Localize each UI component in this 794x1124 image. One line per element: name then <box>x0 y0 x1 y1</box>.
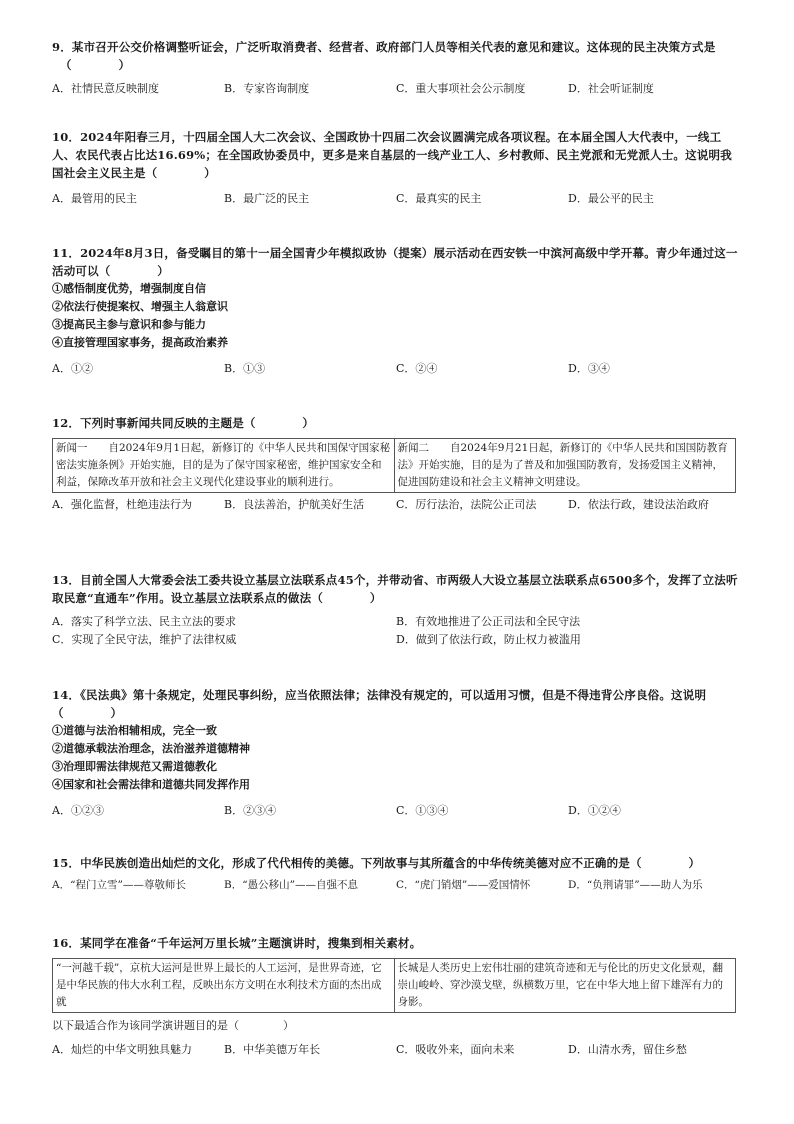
option-a[interactable]: A．落实了科学立法、民主立法的要求 <box>52 615 236 628</box>
question-13-stem: 13．目前全国人大常委会法工委共设立基层立法联系点45个，并带动省、市两级人大设立基层立法联系点6500多个，发挥了立法听取民意“直通车”作用。设立基层立法联系点的做法（ ） <box>52 573 738 605</box>
option-a[interactable]: A．①②③ <box>52 804 104 817</box>
question-11-statements <box>52 280 742 352</box>
option-d[interactable]: D．最公平的民主 <box>568 192 654 205</box>
option-a[interactable]: A．灿烂的中华文明独具魅力 <box>52 1043 192 1056</box>
option-b[interactable]: B．“愚公移山”——自强不息 <box>224 879 358 891</box>
option-b[interactable]: B．中华美德万年长 <box>224 1043 321 1056</box>
question-14-options <box>52 802 742 820</box>
statement-3: ③治理即需法律规范又需道德教化 <box>52 760 217 773</box>
option-c[interactable]: C．“虎门销烟”——爱国情怀 <box>396 879 531 891</box>
question-16-question: 以下最适合作为该同学演讲题目的是（ ） <box>52 1019 294 1032</box>
news-table <box>52 438 736 493</box>
question-12-stem: 12．下列时事新闻共同反映的主题是（ ） <box>52 416 315 430</box>
statement-4: ④直接管理国家事务，提高政治素养 <box>52 336 228 349</box>
news-1-cell: 新闻一 自2024年9月1日起，新修订的《中华人民共和国保守国家秘密法实施条例》开始实施，目的是为了保守国家秘密，维护国家安全和利益，保障改革开放和社会主义现代化建设事业的顺利进行。 <box>53 439 395 493</box>
question-11-stem: 11．2024年8月3日，备受瞩目的第十一届全国青少年模拟政协（提案）展示活动在西安铁一中滨河高级中学开幕。青少年通过这一活动可以（ ） <box>52 246 738 278</box>
question-10 <box>52 128 742 208</box>
material-table <box>52 958 736 1013</box>
option-d[interactable]: D．山清水秀，留住乡愁 <box>568 1043 687 1056</box>
option-d[interactable]: D．“负荆请罪”——助人为乐 <box>568 879 703 891</box>
question-16-options <box>52 1041 742 1059</box>
question-13-options <box>52 613 742 649</box>
option-d[interactable]: D．依法行政，建设法治政府 <box>568 498 709 511</box>
news-2-cell: 新闻二 自2024年9月21日起，新修订的《中华人民共和国国防教育法》开始实施，目的是为了普及和加强国防教育，发扬爱国主义精神，促进国防建设和社会主义精神文明建设。 <box>394 439 736 493</box>
option-a[interactable]: A．社情民意反映制度 <box>52 82 159 95</box>
option-d[interactable]: D．社会听证制度 <box>568 82 654 95</box>
option-a[interactable]: A．最管用的民主 <box>52 192 137 205</box>
option-b[interactable]: B．良法善治，护航美好生活 <box>224 498 365 511</box>
question-14 <box>52 686 742 820</box>
option-c[interactable]: C．吸收外来，面向未来 <box>396 1043 515 1056</box>
material-2-cell: 长城是人类历史上宏伟壮丽的建筑奇迹和无与伦比的历史文化景观，翻崇山峻岭、穿沙漠戈壁，纵横数万里，它在中华大地上留下雄浑有力的身影。 <box>394 959 736 1013</box>
option-b[interactable]: B．专家咨询制度 <box>224 82 310 95</box>
option-b[interactable]: B．有效地推进了公正司法和全民守法 <box>396 615 581 628</box>
question-12 <box>52 414 742 514</box>
option-d[interactable]: D．①②④ <box>568 804 621 817</box>
material-1-cell: “一河越千载”，京杭大运河是世界上最长的人工运河，是世界奇迹，它是中华民族的伟大水利工程，反映出东方文明在水利技术方面的杰出成就 <box>53 959 395 1013</box>
option-b[interactable]: B．②③④ <box>224 804 277 817</box>
option-c[interactable]: C．①③④ <box>396 804 449 817</box>
question-10-options <box>52 190 742 208</box>
option-c[interactable]: C．实现了全民守法，维护了法律权威 <box>52 633 237 646</box>
option-b[interactable]: B．①③ <box>224 362 266 375</box>
question-12-options <box>52 496 742 514</box>
statement-1: ①感悟制度优势，增强制度自信 <box>52 282 206 295</box>
question-10-stem: 10．2024年阳春三月，十四届全国人大二次会议、全国政协十四届二次会议圆满完成各项议程。在本届全国人大代表中，一线工人、农民代表占比达16.69%；在全国政协委员中，更多是来自基层的一线产业工人、乡村教师、民主党派和无党派人士。这说明我国社会主义民主是（ ） <box>52 130 732 180</box>
question-13 <box>52 571 742 649</box>
option-c[interactable]: C．重大事项社会公示制度 <box>396 82 526 95</box>
question-9-options <box>52 80 742 98</box>
question-11-options <box>52 360 742 378</box>
question-14-stem: 14．《民法典》第十条规定，处理民事纠纷，应当依照法律；法律没有规定的，可以适用习惯，但是不得违背公序良俗。这说明（ ） <box>52 688 707 720</box>
statement-3: ③提高民主参与意识和参与能力 <box>52 318 206 331</box>
option-b[interactable]: B．最广泛的民主 <box>224 192 310 205</box>
statement-2: ②道德承载法治理念，法治滋养道德精神 <box>52 742 250 755</box>
question-15 <box>52 854 742 894</box>
statement-1: ①道德与法治相辅相成，完全一致 <box>52 724 217 737</box>
option-d[interactable]: D．做到了依法行政，防止权力被滥用 <box>396 633 581 646</box>
option-d[interactable]: D．③④ <box>568 362 610 375</box>
option-a[interactable]: A．“程门立雪”——尊敬师长 <box>52 879 186 891</box>
option-c[interactable]: C．厉行法治，法院公正司法 <box>396 498 537 511</box>
option-c[interactable]: C．最真实的民主 <box>396 192 482 205</box>
option-c[interactable]: C．②④ <box>396 362 438 375</box>
statement-4: ④国家和社会需法律和道德共同发挥作用 <box>52 778 250 791</box>
question-16 <box>52 934 742 1059</box>
question-11 <box>52 244 742 378</box>
question-15-stem: 15．中华民族创造出灿烂的文化，形成了代代相传的美德。下列故事与其所蕴含的中华传统美德对应不正确的是（ ） <box>52 856 701 870</box>
question-15-options <box>52 876 742 894</box>
question-9 <box>52 38 742 98</box>
question-9-blank: （ ） <box>60 58 131 72</box>
question-14-statements <box>52 722 742 794</box>
statement-2: ②依法行使提案权、增强主人翁意识 <box>52 300 228 313</box>
question-16-stem: 16．某同学在准备“千年运河万里长城”主题演讲时，搜集到相关素材。 <box>52 936 422 950</box>
question-9-stem-text: 9．某市召开公交价格调整听证会，广泛听取消费者、经营者、政府部门人员等相关代表的意见和建议。这体现的民主决策方式是 <box>52 40 716 54</box>
option-a[interactable]: A．强化监督，杜绝违法行为 <box>52 498 192 511</box>
option-a[interactable]: A．①② <box>52 362 93 375</box>
question-9-stem <box>52 38 742 74</box>
